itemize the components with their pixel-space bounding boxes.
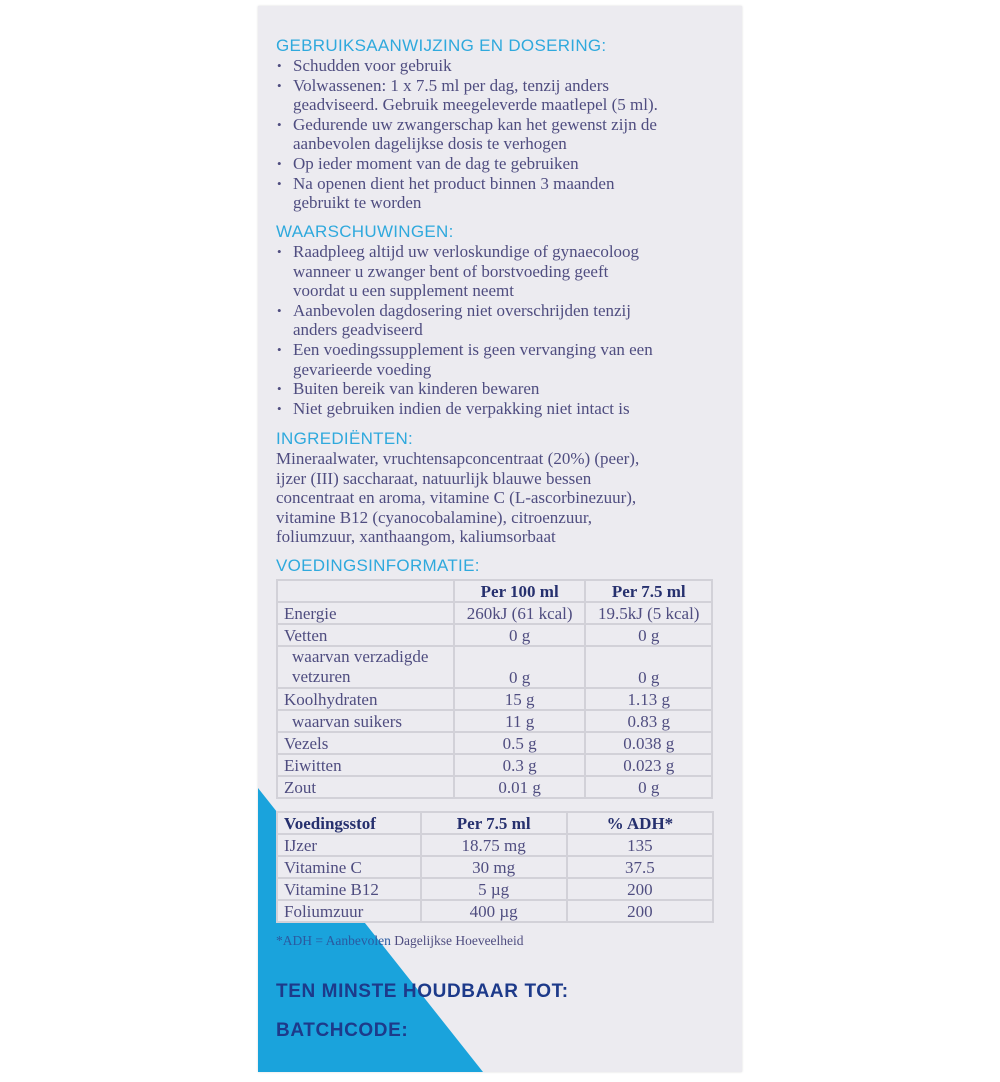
list-item-line: • Raadpleeg altijd uw verloskundige of gynaecoloog <box>293 242 640 261</box>
table-cell: Energie <box>277 602 454 624</box>
list-item-line: geadviseerd. Gebruik meegeleverde maatlepel (5 ml). <box>293 95 658 115</box>
ingredients-line: concentraat en aroma, vitamine C (L-ascorbinezuur), <box>276 488 637 508</box>
table-cell: Foliumzuur <box>277 900 421 922</box>
list-item <box>276 115 736 154</box>
table-cell: 0.5 g <box>454 732 586 754</box>
table-header-cell: Per 7.5 ml <box>421 812 567 834</box>
table-cell: Eiwitten <box>277 754 454 776</box>
table-cell: Vetten <box>277 624 454 646</box>
usage-heading: GEBRUIKSAANWIJZING EN DOSERING: <box>276 36 607 55</box>
table-cell: 30 mg <box>421 856 567 878</box>
adh-footnote <box>276 933 524 949</box>
warnings-section <box>276 222 736 418</box>
table-cell: 200 <box>567 878 713 900</box>
table-cell: 19.5kJ (5 kcal) <box>585 602 712 624</box>
table-cell: Koolhydraten <box>277 688 454 710</box>
footnote-part-b: Dagelijkse Hoeveelheid <box>390 933 524 948</box>
table-cell: 37.5 <box>567 856 713 878</box>
list-item <box>276 379 736 399</box>
table-cell: 0.01 g <box>454 776 586 798</box>
table-cell: 135 <box>567 834 713 856</box>
table-cell: 0 g <box>585 646 712 688</box>
table-header-row <box>277 812 713 834</box>
list-item <box>276 154 736 174</box>
ingredients-line: Mineraalwater, vruchtensapconcentraat (20%) (peer), <box>276 449 640 468</box>
table-cell: 0.3 g <box>454 754 586 776</box>
usage-section <box>276 36 736 213</box>
table-header-cell: Per 100 ml <box>454 580 586 602</box>
table-cell: Vitamine C <box>277 856 421 878</box>
table-row <box>277 624 712 646</box>
list-item-line: • Volwassenen: 1 x 7.5 ml per dag, tenzij anders <box>293 75 610 95</box>
list-item <box>276 399 736 419</box>
table-cell: 5 µg <box>421 878 567 900</box>
table-header-cell: % ADH* <box>567 812 713 834</box>
table-cell: 200 <box>567 900 713 922</box>
ingredients-section <box>276 429 736 547</box>
nutrition-section <box>276 556 736 576</box>
table-cell: 15 g <box>454 688 586 710</box>
table-cell: 0.023 g <box>585 754 712 776</box>
ingredients-heading: INGREDIËNTEN: <box>276 429 414 448</box>
list-item-line: • Schudden voor gebruik <box>293 56 452 75</box>
list-item-line: • Niet gebruiken indien de verpakking niet intact is <box>293 398 630 418</box>
table-header-cell: Voedingsstof <box>277 812 421 834</box>
table-cell: waarvan suikers <box>277 710 454 732</box>
table-cell: 400 µg <box>421 900 567 922</box>
ingredients-line: vitamine B12 (cyanocobalamine), citroenzuur, <box>276 507 593 527</box>
table-row <box>277 754 712 776</box>
nutrients-table <box>276 811 714 923</box>
list-item <box>276 174 736 213</box>
table-row <box>277 900 713 922</box>
table-cell: 260kJ (61 kcal) <box>454 602 586 624</box>
table-cell: Zout <box>277 776 454 798</box>
ingredients-line: ijzer (III) saccharaat, natuurlijk blauwe bessen <box>276 468 592 488</box>
warnings-heading: WAARSCHUWINGEN: <box>276 222 454 241</box>
list-item-line: wanneer u zwanger bent of borstvoeding geeft <box>293 261 609 281</box>
table-cell: 11 g <box>454 710 586 732</box>
list-item-line: gebruikt te worden <box>293 193 422 213</box>
table-cell: 1.13 g <box>585 688 712 710</box>
list-item-line: • Buiten bereik van kinderen bewaren <box>293 379 540 399</box>
table-cell: 0 g <box>454 646 586 688</box>
table-row <box>277 688 712 710</box>
table-cell: Vezels <box>277 732 454 754</box>
table-header-row <box>277 580 712 602</box>
table-header-cell: Per 7.5 ml <box>585 580 712 602</box>
table-row <box>277 646 712 688</box>
table-row <box>277 732 712 754</box>
package-back-panel <box>258 6 742 1072</box>
table-row <box>277 878 713 900</box>
table-header-cell <box>277 580 454 602</box>
list-item-line: gevarieerde voeding <box>293 359 432 379</box>
table-row <box>277 834 713 856</box>
list-item-line: anders geadviseerd <box>293 320 423 340</box>
list-item-line: voordat u een supplement neemt <box>293 281 514 301</box>
list-item-line: • Na openen dient het product binnen 3 maanden <box>293 173 615 193</box>
list-item <box>276 76 736 115</box>
table-cell: Vitamine B12 <box>277 878 421 900</box>
list-item-line: • Een voedingssupplement is geen vervanging van een <box>293 339 653 359</box>
table-cell: 0 g <box>454 624 586 646</box>
ingredients-line: foliumzuur, xanthaangom, kaliumsorbaat <box>276 527 556 547</box>
table-cell: 0.83 g <box>585 710 712 732</box>
list-item-line: • Gedurende uw zwangerschap kan het gewenst zijn de <box>293 114 657 134</box>
footnote-part-a: *ADH = Aanbevolen <box>276 933 391 948</box>
table-row <box>277 710 712 732</box>
nutrition-heading: VOEDINGSINFORMATIE: <box>276 556 480 575</box>
batchcode-label: BATCHCODE: <box>276 1020 409 1041</box>
table-cell: waarvan verzadigde vetzuren <box>277 646 454 688</box>
table-row <box>277 602 712 624</box>
list-item-line: aanbevolen dagelijkse dosis te verhogen <box>293 134 567 154</box>
table-cell: 18.75 mg <box>421 834 567 856</box>
table-cell: IJzer <box>277 834 421 856</box>
table-row <box>277 856 713 878</box>
table-row <box>277 776 712 798</box>
table-cell: 0 g <box>585 624 712 646</box>
list-item <box>276 301 736 340</box>
list-item <box>276 242 736 301</box>
best-before-label: TEN MINSTE HOUDBAAR TOT: <box>276 981 569 1002</box>
list-item <box>276 340 736 379</box>
list-item-line: • Aanbevolen dagdosering niet overschrijden tenzij <box>293 300 631 320</box>
list-item-line: • Op ieder moment van de dag te gebruiken <box>293 153 579 173</box>
table-cell: 0 g <box>585 776 712 798</box>
nutrition-table <box>276 579 713 799</box>
list-item <box>276 56 736 76</box>
table-cell: 0.038 g <box>585 732 712 754</box>
